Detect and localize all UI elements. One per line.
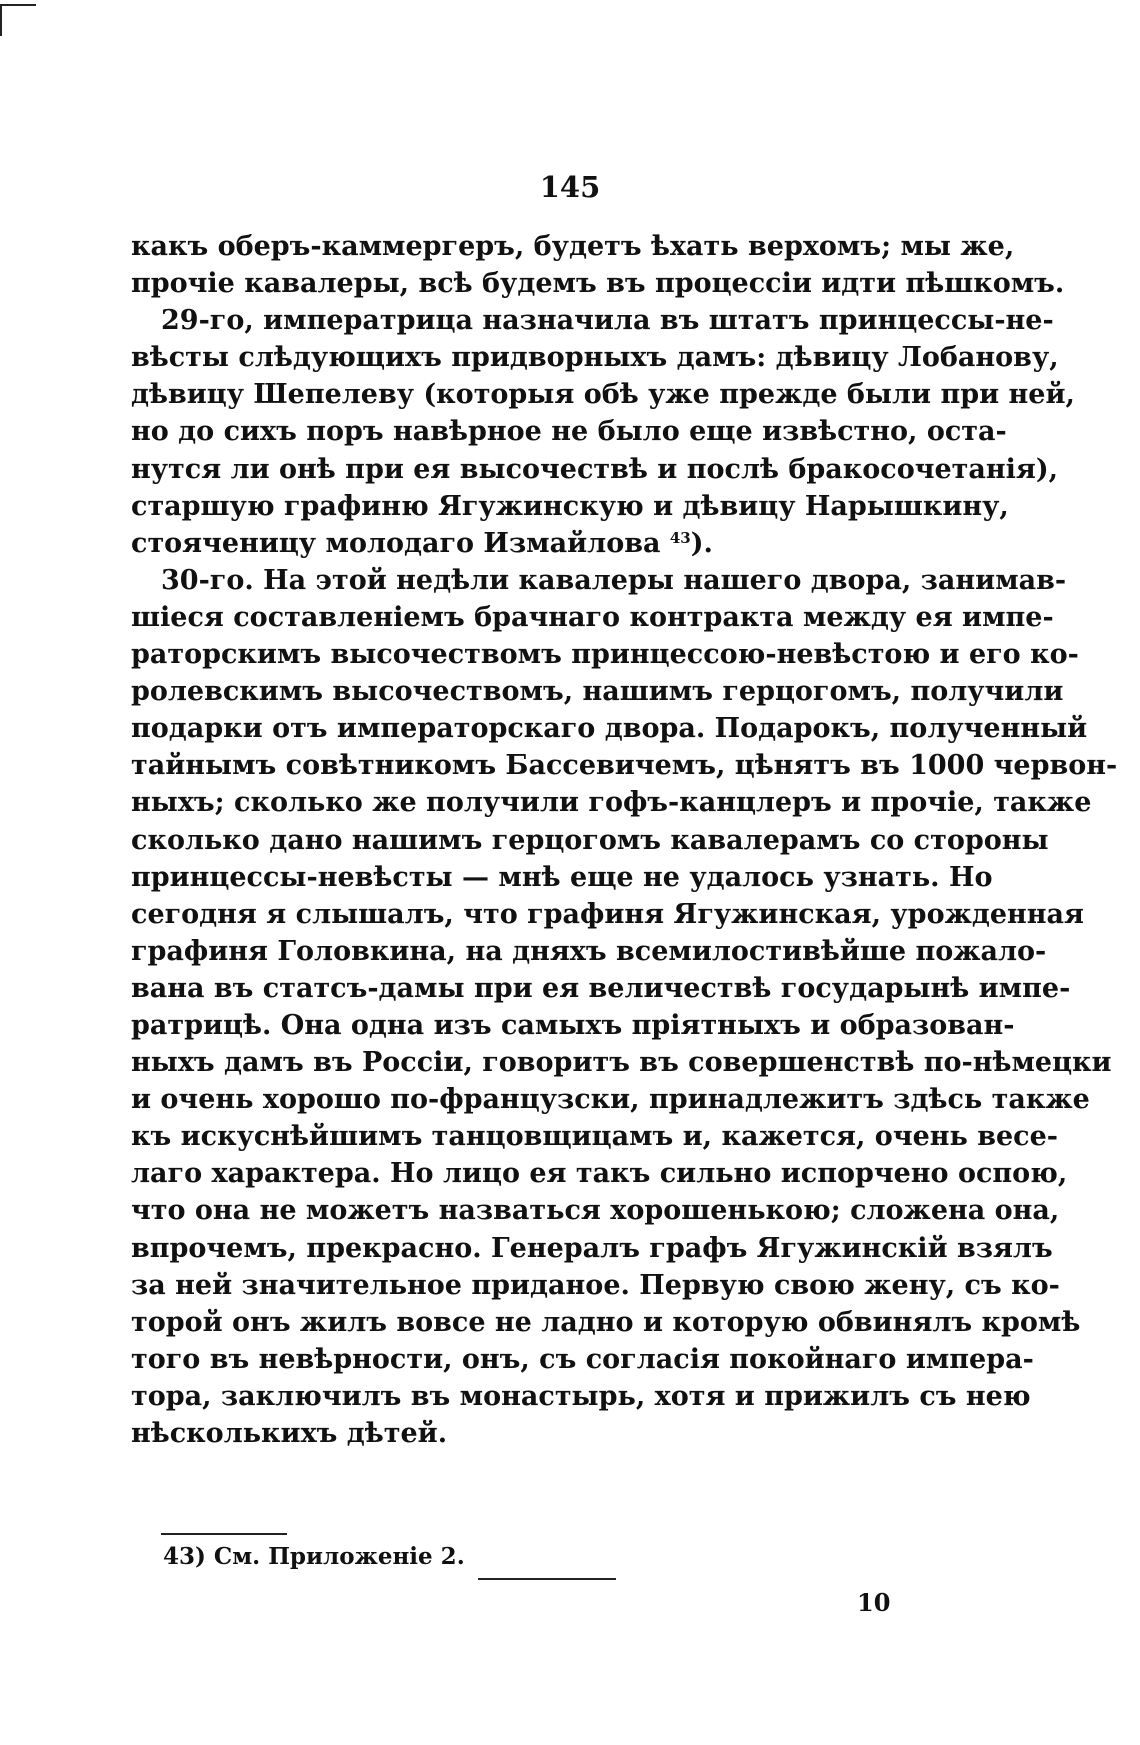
text-line: къ искуснѣйшимъ танцовщицамъ и, кажется, очень весе- — [131, 1121, 1059, 1153]
text-line: стояченицу молодаго Измайлова — [131, 527, 661, 559]
text-line: прочіе кавалеры, всѣ будемъ въ процессіи идти пѣшкомъ. — [131, 268, 1065, 300]
footnote-reference-close: ). — [690, 527, 713, 559]
signature-number: 10 — [857, 1588, 891, 1617]
text-line: графиня Головкина, на дняхъ всемилостивѣйше пожало- — [131, 935, 1047, 967]
text-line: какъ оберъ-каммергеръ, будетъ ѣхать верхомъ; мы же, — [131, 231, 1015, 262]
page-number: 145 — [539, 170, 601, 204]
text-line: принцессы-невѣсты — мнѣ еще не удалось узнать. Но — [131, 861, 993, 893]
text-line: ролевскимъ высочествомъ, нашимъ герцогомъ, получили — [131, 676, 1064, 708]
text-line: что она не можетъ назваться хорошенькою; сложена она, — [131, 1195, 1060, 1227]
text-line: тайнымъ совѣтникомъ Бассевичемъ, цѣнятъ въ 1000 червон- — [131, 750, 1118, 782]
text-line: сегодня я слышалъ, что графиня Ягужинская, урожденная — [131, 898, 1084, 930]
text-line: вѣсты слѣдующихъ придворныхъ дамъ: дѣвицу Лобанову, — [131, 342, 1059, 374]
text-line: подарки отъ императорскаго двора. Подарокъ, полученный — [131, 713, 1088, 745]
text-line: ныхъ дамъ въ Россіи, говоритъ въ совершенствѣ по-нѣмецки — [131, 1047, 1112, 1079]
signature-divider — [478, 1578, 616, 1580]
footnote: 43) См. Приложеніе 2. — [163, 1543, 465, 1570]
text-line: нутся ли онѣ при ея высочествѣ и послѣ бракосочетанія), — [131, 453, 1059, 485]
text-line: 30-го. На этой недѣли кавалеры нашего двора, занимав- — [161, 564, 1067, 596]
text-line: и очень хорошо по-французски, принадлежитъ здѣсь также — [131, 1084, 1090, 1116]
text-line: сколько дано нашимъ герцогомъ кавалерамъ со стороны — [131, 824, 1049, 856]
text-line: торой онъ жилъ вовсе не ладно и которую обвинялъ кромѣ — [131, 1306, 1081, 1338]
text-line: того въ невѣрности, онъ, съ согласія покойнаго импера- — [131, 1343, 1034, 1375]
text-line: дѣвицу Шепелеву (которыя обѣ уже прежде были при ней, — [131, 379, 1075, 411]
text-line: за ней значительное приданое. Первую свою жену, съ ко- — [131, 1269, 1060, 1301]
text-line: старшую графиню Ягужинскую и дѣвицу Нарышкину, — [131, 490, 1009, 522]
text-line: впрочемъ, прекрасно. Генералъ графъ Ягужинскій взялъ — [131, 1232, 1053, 1264]
text-line: шіеся составленіемъ брачнаго контракта между ея импе- — [131, 601, 1054, 633]
text-line: ныхъ; сколько же получили гофъ-канцлеръ и прочіе, также — [131, 787, 1092, 819]
text-line-with-footnote — [131, 525, 949, 562]
body-text — [131, 228, 1118, 1452]
text-line: 29-го, императрица назначила въ штатъ принцессы-не- — [161, 305, 1054, 337]
text-line: тора, заключилъ въ монастырь, хотя и прижилъ съ нею — [131, 1380, 1031, 1412]
text-line: нѣсколькихъ дѣтей. — [131, 1418, 448, 1449]
text-line: но до сихъ поръ навѣрное не было еще извѣстно, оста- — [131, 416, 1007, 448]
text-line: лаго характера. Но лицо ея такъ сильно испорчено оспою, — [131, 1158, 1068, 1190]
footnote-reference: 43 — [669, 528, 691, 547]
text-line: вана въ статсъ-дамы при ея величествѣ государынѣ импе- — [131, 972, 1071, 1004]
text-line: раторскимъ высочествомъ принцессою-невѣстою и его ко- — [131, 639, 1079, 671]
footnote-divider — [161, 1533, 287, 1535]
scan-corner-mark — [0, 4, 36, 36]
text-line: ратрицѣ. Она одна изъ самыхъ пріятныхъ и образован- — [131, 1009, 1015, 1041]
